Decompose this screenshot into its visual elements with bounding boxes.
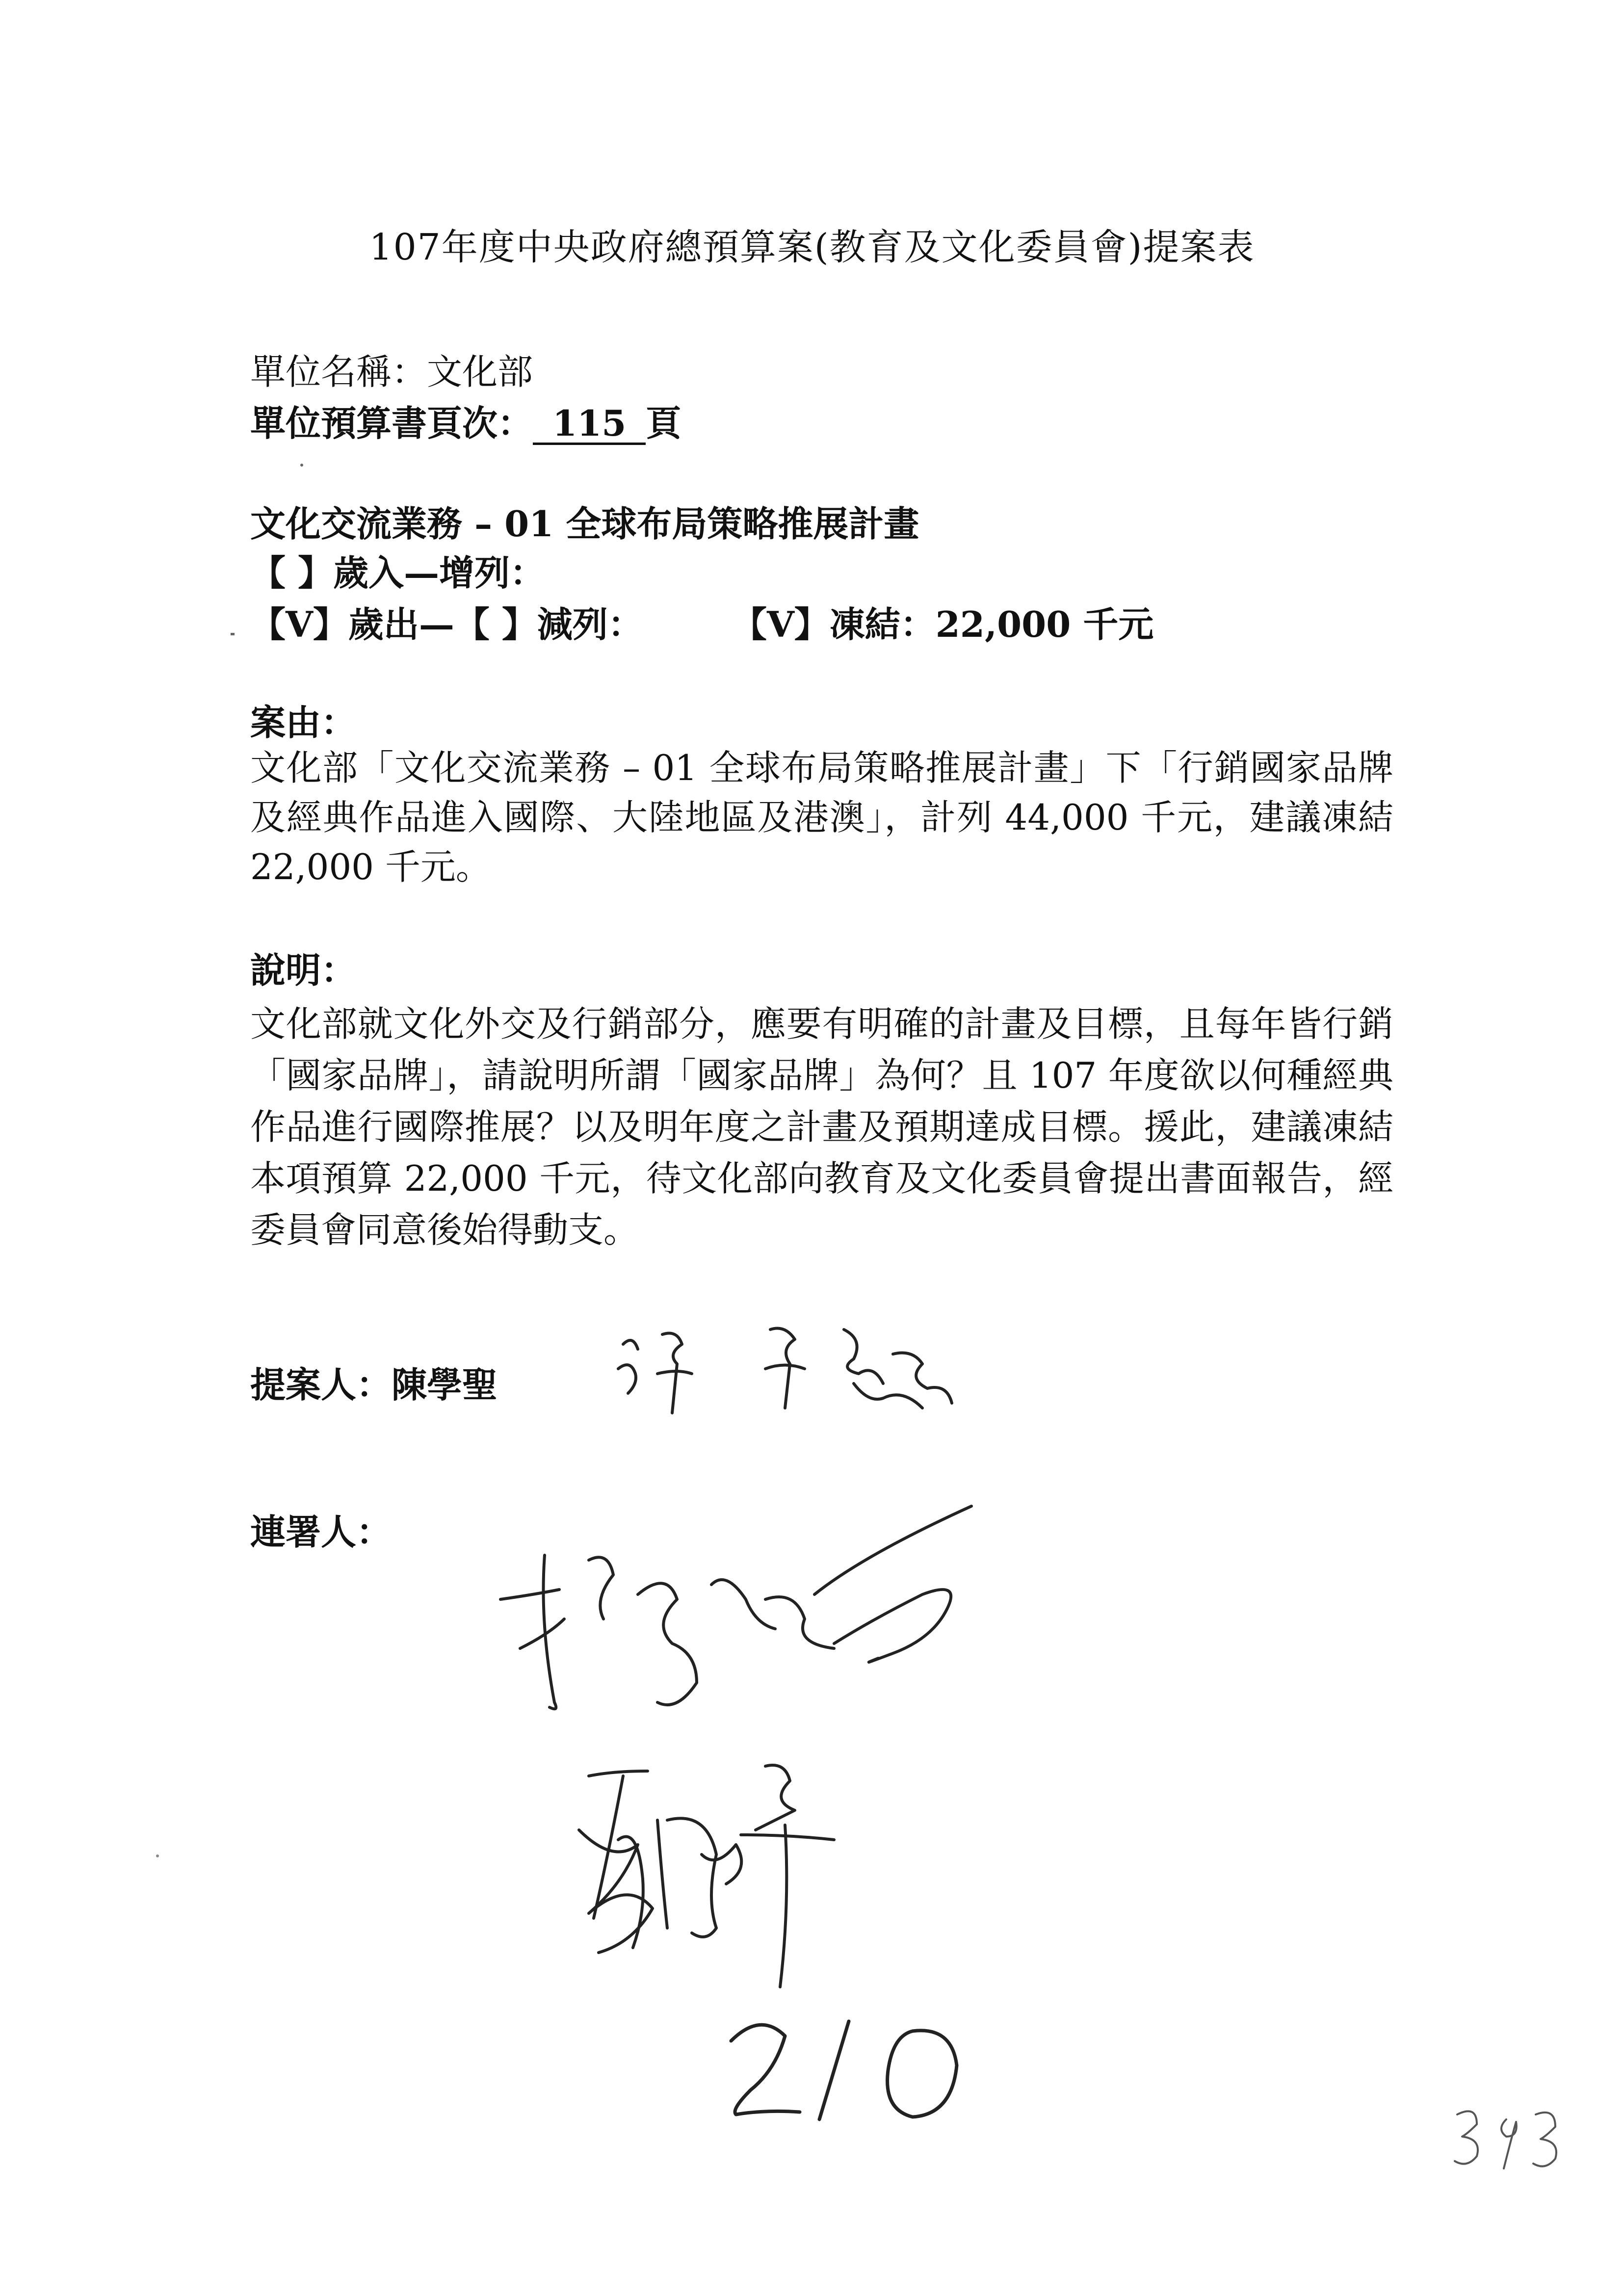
expenditure-freeze: 【V】凍結：22,000 千元 [731,603,1154,645]
explanation-text: 文化部就文化外交及行銷部分，應要有明確的計畫及目標，且每年皆行銷「國家品牌」，請說明所謂「國家品牌」為何？且 107 年度欲以何種經典作品進行國際推展？以及明年度之計畫及預期達成目標。援此，建議凍結本項預算 22,000 千元，待文化部向教育及文化委員會提出書面報告，經委員會同意後始得動支。 [250,1003,1393,1251]
cosigner-label: 連署人： [250,1511,392,1553]
document-title: 107年度中央政府總預算案(教育及文化委員會)提案表 [369,226,1255,268]
cosigner-signature-1 [491,1496,1006,1761]
expenditure-reduce: 【V】歲出—【 】減列： [250,603,643,645]
scan-dot [300,464,303,467]
proposer-signature [608,1315,981,1433]
unit-name-row [250,343,533,394]
reason-heading: 案由： [250,702,357,743]
budget-page-row [250,395,681,446]
cosigner-signature-2 [559,1756,952,1992]
budget-page-value: 115 [533,404,646,445]
proposer-name: 陳學聖 [392,1364,498,1406]
unit-name-value: 文化部 [427,351,533,392]
program-title: 文化交流業務 – 01 全球布局策略推展計畫 [250,503,919,545]
proposer-label: 提案人： [250,1364,392,1406]
scan-dot [156,1854,159,1857]
unit-name-label: 單位名稱： [250,351,427,392]
reason-text: 文化部「文化交流業務 – 01 全球布局策略推展計畫」下「行銷國家品牌及經典作品進入國際、大陸地區及港澳」，計列 44,000 千元，建議凍結 22,000 千元。 [250,747,1393,887]
explanation-heading: 說明： [250,949,357,991]
page-mark [1447,2100,1585,2178]
proposer-row [250,1357,498,1408]
budget-page-label: 單位預算書頁次： [250,402,533,444]
handwritten-number [721,2011,996,2134]
scan-dot [231,633,235,635]
budget-page-suffix: 頁 [646,402,681,444]
revenue-line: 【 】歲入—增列： [250,552,546,594]
expenditure-row [250,596,1153,647]
